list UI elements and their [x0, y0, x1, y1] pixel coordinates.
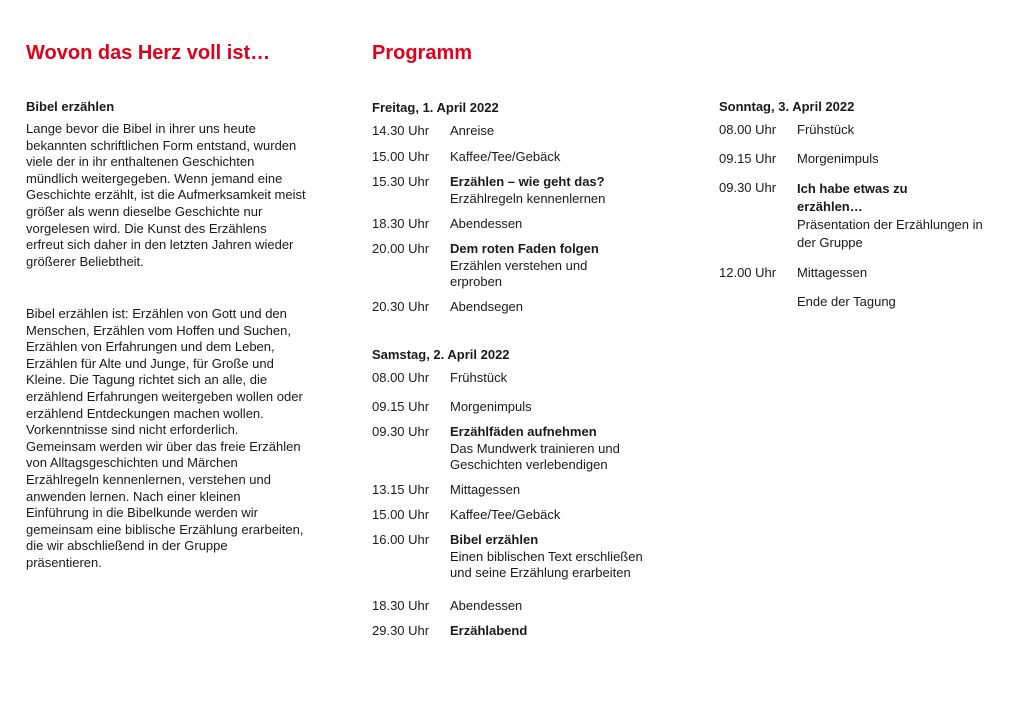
entry-title: Ende der Tagung — [797, 294, 896, 309]
entry-title: Abendessen — [450, 216, 523, 231]
entry-time: 18.30 Uhr — [372, 216, 430, 231]
entry-time: 09.15 Uhr — [719, 151, 777, 166]
intro-paragraph-1: Lange bevor die Bibel in ihrer uns heute bekannten schriftlichen Form entstand, wurden viele der in ihr enthaltenen Geschichten mündlich weitergegeben. Wenn jemand eine Geschichte erzählt, ist die Aufmerksamkeit meist größer als wenn dieselbe Geschichte nur vorgelesen wird. Die Kunst des Erzählens erfreut sich daher in den letzten Jahren wieder größerer Beliebtheit. — [26, 121, 306, 269]
entry-description: Das Mundwerk trainieren und Geschichten verlebendigen — [450, 440, 620, 473]
entry-title: Morgenimpuls — [797, 151, 879, 166]
entry-title: Mittagessen — [450, 482, 521, 497]
entry-time: 15.30 Uhr — [372, 174, 430, 189]
entry-time: 20.00 Uhr — [372, 241, 430, 256]
intro-paragraph-2: Bibel erzählen ist: Erzählen von Gott und den Menschen, Erzählen vom Hoffen und Suchen, Erzählen von Erfahrungen und dem Leben, Erzählen für Alte und Junge, für Große und Kleine. Die Tagung richtet sich an alle, die erzählend Erfahrungen weitergeben wollen oder erzählend Entdeckungen machen wollen. Vorkenntnisse sind nicht erforderlich. Gemeinsam werden wir über das freie Erzählen von Alltagsgeschichten und Märchen Erzählregeln kennenlernen, verstehen und anwenden lernen. Nach einer kleinen Einführung in die Bibelkunde werden wir gemeinsam eine biblische Erzählung erarbeiten, die wir abschließend in der Gruppe präsentieren. — [26, 306, 304, 570]
entry-time: 12.00 Uhr — [719, 265, 777, 280]
entry-title: Abendessen — [450, 598, 523, 613]
entry-time: 16.00 Uhr — [372, 532, 430, 547]
entry-title: Morgenimpuls — [450, 399, 532, 414]
entry-description: Erzählregeln kennenlernen — [450, 190, 606, 206]
entry-time: 20.30 Uhr — [372, 299, 430, 314]
entry-time: 15.00 Uhr — [372, 149, 430, 164]
entry-time: 13.15 Uhr — [372, 482, 430, 497]
entry-title: Dem roten Faden folgen — [450, 241, 599, 256]
entry-description: Einen biblischen Text erschließen und seine Erzählung erarbeiten — [450, 548, 643, 581]
entry-title: Frühstück — [450, 370, 508, 385]
entry-title: Mittagessen — [797, 265, 868, 280]
day-title-friday: Freitag, 1. April 2022 — [372, 100, 499, 115]
entry-description: Erzählen verstehen und erproben — [450, 257, 588, 290]
entry-time: 29.30 Uhr — [372, 623, 430, 638]
intro-heading: Wovon das Herz voll ist… — [26, 42, 271, 64]
entry-title: Anreise — [450, 123, 495, 138]
entry-title: Kaffee/Tee/Gebäck — [450, 149, 561, 164]
program-heading: Programm — [372, 42, 473, 64]
entry-title: Ich habe etwas zu erzählen… — [797, 181, 908, 214]
day-title-sunday: Sonntag, 3. April 2022 — [719, 99, 855, 114]
entry-title: Erzählfäden aufnehmen — [450, 424, 597, 439]
intro-subheading: Bibel erzählen — [26, 99, 115, 114]
entry-time: 15.00 Uhr — [372, 507, 430, 522]
entry-title: Kaffee/Tee/Gebäck — [450, 507, 561, 522]
entry-time: 09.30 Uhr — [719, 180, 777, 195]
entry-description: Präsentation der Erzählungen in der Gruppe — [797, 217, 983, 250]
entry-title: Erzählen – wie geht das? — [450, 174, 605, 189]
entry-title: Erzählabend — [450, 623, 528, 638]
entry-time: 09.30 Uhr — [372, 424, 430, 439]
entry-title: Abendsegen — [450, 299, 524, 314]
entry-time: 14.30 Uhr — [372, 123, 430, 138]
entry-time: 08.00 Uhr — [372, 370, 430, 385]
entry-title: Frühstück — [797, 122, 855, 137]
day-title-saturday: Samstag, 2. April 2022 — [372, 347, 510, 362]
entry-title: Bibel erzählen — [450, 532, 539, 547]
entry-time: 09.15 Uhr — [372, 399, 430, 414]
entry-time: 18.30 Uhr — [372, 598, 430, 613]
entry-time: 08.00 Uhr — [719, 122, 777, 137]
